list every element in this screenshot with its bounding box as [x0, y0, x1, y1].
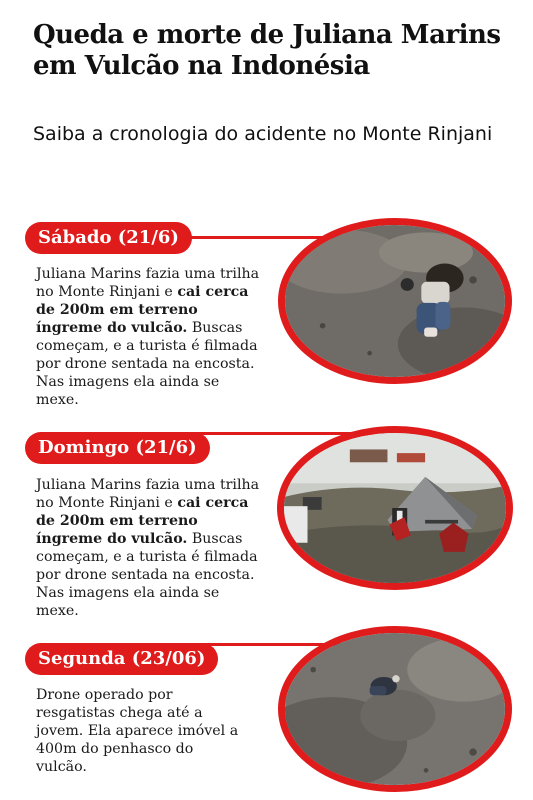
text-bold-part: cai cerca de 200m em terreno íngreme do vulcão. [36, 495, 249, 547]
text-bold-part: cai cerca de 200m em terreno íngreme do vulcão. [36, 284, 249, 336]
section-text-saturday [36, 265, 264, 409]
section-text-sunday [36, 476, 264, 620]
text-part: Buscas começam, e a turista é filmada por drone sentada na encosta. Nas imagens ela ainda se mexe. [36, 320, 258, 408]
section-label-sunday: Domingo (21/6) [25, 432, 210, 464]
text-part: Buscas começam, e a turista é filmada por drone sentada na encosta. Nas imagens ela ainda se mexe. [36, 531, 258, 619]
page-title: Queda e morte de Juliana Marins em Vulcão na Indonésia [33, 20, 501, 81]
drone-photo-monday [278, 626, 512, 792]
text-part: Juliana Marins fazia uma trilha no Monte Rinjani e [36, 266, 260, 300]
section-label-monday: Segunda (23/06) [25, 643, 218, 675]
section-text-monday: Drone operado por resgatistas chega até a jovem. Ela aparece imóvel a 400m do penhasco do vulcão. [36, 687, 239, 775]
page-subtitle: Saiba a cronologia do acidente no Monte Rinjani [33, 123, 493, 145]
text-part: Juliana Marins fazia uma trilha no Monte Rinjani e [36, 477, 260, 511]
section-label-saturday: Sábado (21/6) [25, 222, 192, 254]
camp-photo-sunday [277, 426, 513, 590]
drone-photo-saturday [278, 218, 512, 384]
